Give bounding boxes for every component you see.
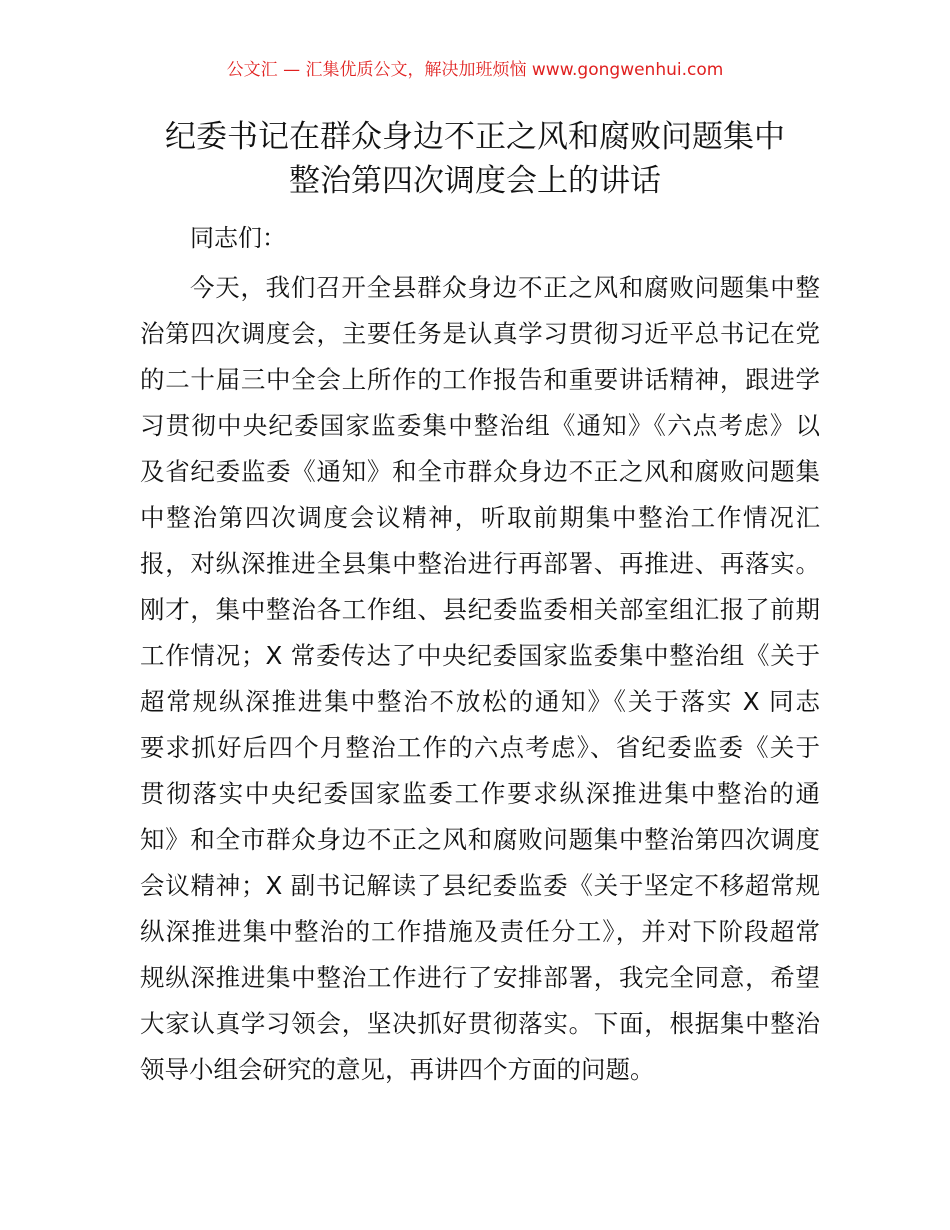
body-line: 会议精神；X 副书记解读了县纪委监委《关于坚定不移超常规 xyxy=(140,871,820,900)
body-line: 治第四次调度会，主要任务是认真学习贯彻习近平总书记在党 xyxy=(140,319,820,348)
body-line: 中整治第四次调度会议精神，听取前期集中整治工作情况汇 xyxy=(140,503,820,532)
body-line: 规纵深推进集中整治工作进行了安排部署，我完全同意，希望 xyxy=(140,963,820,992)
title-line: 纪委书记在群众身边不正之风和腐败问题集中 xyxy=(165,119,785,155)
body-line: 刚才，集中整治各工作组、县纪委监委相关部室组汇报了前期 xyxy=(140,595,820,624)
document-title xyxy=(0,115,950,203)
body-line: 超常规纵深推进集中整治不放松的通知》《关于落实 X 同志 xyxy=(140,687,820,716)
greeting: 同志们： xyxy=(190,224,286,252)
body-line: 大家认真学习领会，坚决抓好贯彻落实。下面，根据集中整治 xyxy=(140,1009,820,1038)
site-banner: 公文汇 — 汇集优质公文，解决加班烦恼 www.gongwenhui.com xyxy=(226,60,724,80)
body-line: 知》和全市群众身边不正之风和腐败问题集中整治第四次调度 xyxy=(140,825,820,854)
body-line: 工作情况；X 常委传达了中央纪委国家监委集中整治组《关于 xyxy=(140,641,820,670)
body-line: 纵深推进集中整治的工作措施及责任分工》，并对下阶段超常 xyxy=(140,917,820,946)
body-line: 及省纪委监委《通知》和全市群众身边不正之风和腐败问题集 xyxy=(140,457,820,486)
body-line: 的二十届三中全会上所作的工作报告和重要讲话精神，跟进学 xyxy=(140,365,820,394)
body-line: 领导小组会研究的意见，再讲四个方面的问题。 xyxy=(140,1055,655,1084)
body-line: 要求抓好后四个月整治工作的六点考虑》、省纪委监委《关于 xyxy=(140,733,820,762)
body-line: 贯彻落实中央纪委国家监委工作要求纵深推进集中整治的通 xyxy=(140,779,820,808)
title-line: 整治第四次调度会上的讲话 xyxy=(289,163,661,199)
document-body xyxy=(140,265,820,1093)
body-line: 报，对纵深推进全县集中整治进行再部署、再推进、再落实。 xyxy=(140,549,820,578)
body-line: 今天，我们召开全县群众身边不正之风和腐败问题集中整 xyxy=(190,273,820,302)
body-line: 习贯彻中央纪委国家监委集中整治组《通知》《六点考虑》以 xyxy=(140,411,820,440)
